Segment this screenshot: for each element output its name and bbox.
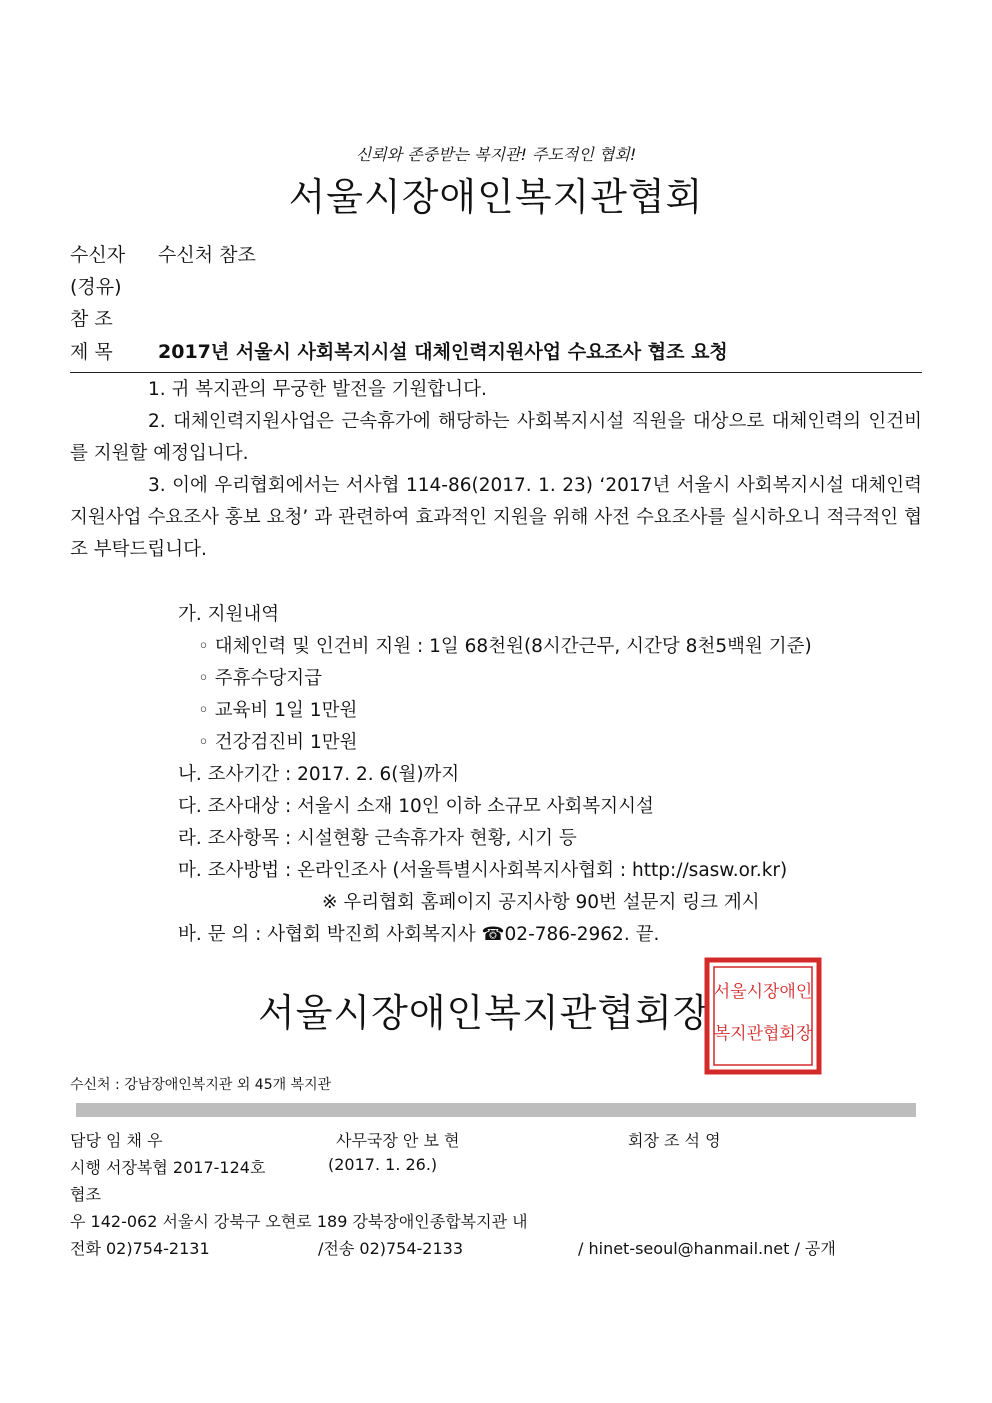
inquiry-label: 바. 문 의 : — [178, 924, 262, 945]
signer-title: 서울시장애인복지관협회장 — [258, 991, 711, 1035]
seal-text-line-2: 복지관협회장 — [713, 1024, 813, 1044]
recipient-row — [70, 240, 256, 267]
footer-divider — [76, 1103, 916, 1117]
seal-text-line-1: 서울시장애인 — [713, 982, 813, 1002]
recipient-label: 수신자 — [70, 244, 126, 266]
item-na: 나. 조사기간 : 2017. 2. 6(월)까지 — [178, 764, 460, 785]
staff-director: 사무국장 안 보 현 — [336, 1131, 460, 1150]
paragraph-3: 3. 이에 우리협회에서는 서사협 114-86(2017. 1. 23) ‘2017년 서울시 사회복지시설 대체인력지원사업 수요조사 홍보 요청’ 과 관련하여 효과적인 지원을 위해 사전 수요조사를 실시하오니 적극적인 협조 부탁드립니다. — [70, 475, 922, 560]
slogan: 신뢰와 존중받는 복지관! 주도적인 협회! — [355, 145, 637, 164]
list-item: ◦ 대체인력 및 인건비 지원 : 1일 68천원(8시간근무, 시간당 8천5백원 기준) — [198, 636, 812, 657]
item-ma-note: ※ 우리협회 홈페이지 공지사항 90번 설문지 링크 게시 — [322, 892, 760, 913]
phone: 전화 02)754-2131 — [70, 1239, 210, 1258]
item-ba — [178, 920, 659, 946]
fax: /전송 02)754-2133 — [318, 1239, 464, 1258]
staff-president: 회장 조 석 영 — [628, 1131, 721, 1150]
organization-name: 서울시장애인복지관협회 — [288, 175, 704, 219]
document-number: 시행 서장복협 2017-124호 — [70, 1158, 266, 1177]
item-ra: 라. 조사항목 : 시설현황 근속휴가자 현황, 시기 등 — [178, 828, 577, 849]
item-ma: 마. 조사방법 : 온라인조사 (서울특별시사회복지사협회 : http://sasw.or.kr) — [178, 860, 788, 881]
address: 우 142-062 서울시 강북구 오현로 189 강북장애인종합복지관 내 — [70, 1212, 528, 1231]
cooperation-label: 협조 — [70, 1185, 101, 1204]
list-item: ◦ 주휴수당지급 — [198, 668, 323, 689]
recipients-list: 수신처 : 강남장애인복지관 외 45개 복지관 — [70, 1077, 332, 1093]
via-label: (경유) — [70, 276, 122, 298]
paragraph-2: 2. 대체인력지원사업은 근속휴가에 해당하는 사회복지시설 직원을 대상으로 대체인력의 인건비를 지원할 예정입니다. — [70, 411, 922, 464]
subject-label: 제 목 — [70, 341, 113, 363]
document-date: (2017. 1. 26.) — [328, 1155, 438, 1174]
official-seal-icon — [704, 957, 822, 1075]
staff-in-charge: 담당 임 채 우 — [70, 1131, 163, 1150]
email-link[interactable]: / hinet-seoul@hanmail.net / 공개 — [578, 1239, 836, 1258]
list-item: ◦ 교육비 1일 1만원 — [198, 700, 358, 721]
item-ga: 가. 지원내역 — [178, 604, 280, 625]
subject-title: 2017년 서울시 사회복지시설 대체인력지원사업 수요조사 협조 요청 — [158, 341, 728, 363]
subject-row — [70, 337, 728, 364]
header-divider — [70, 372, 922, 373]
paragraph-1: 1. 귀 복지관의 무궁한 발전을 기원합니다. — [148, 379, 487, 400]
reference-label: 참 조 — [70, 308, 113, 330]
recipient-value: 수신처 참조 — [158, 244, 256, 266]
item-da: 다. 조사대상 : 서울시 소재 10인 이하 소규모 사회복지시설 — [178, 796, 654, 817]
inquiry-value: 사협회 박진희 사회복지사 ☎02-786-2962. 끝. — [267, 924, 660, 945]
list-item: ◦ 건강검진비 1만원 — [198, 732, 358, 753]
